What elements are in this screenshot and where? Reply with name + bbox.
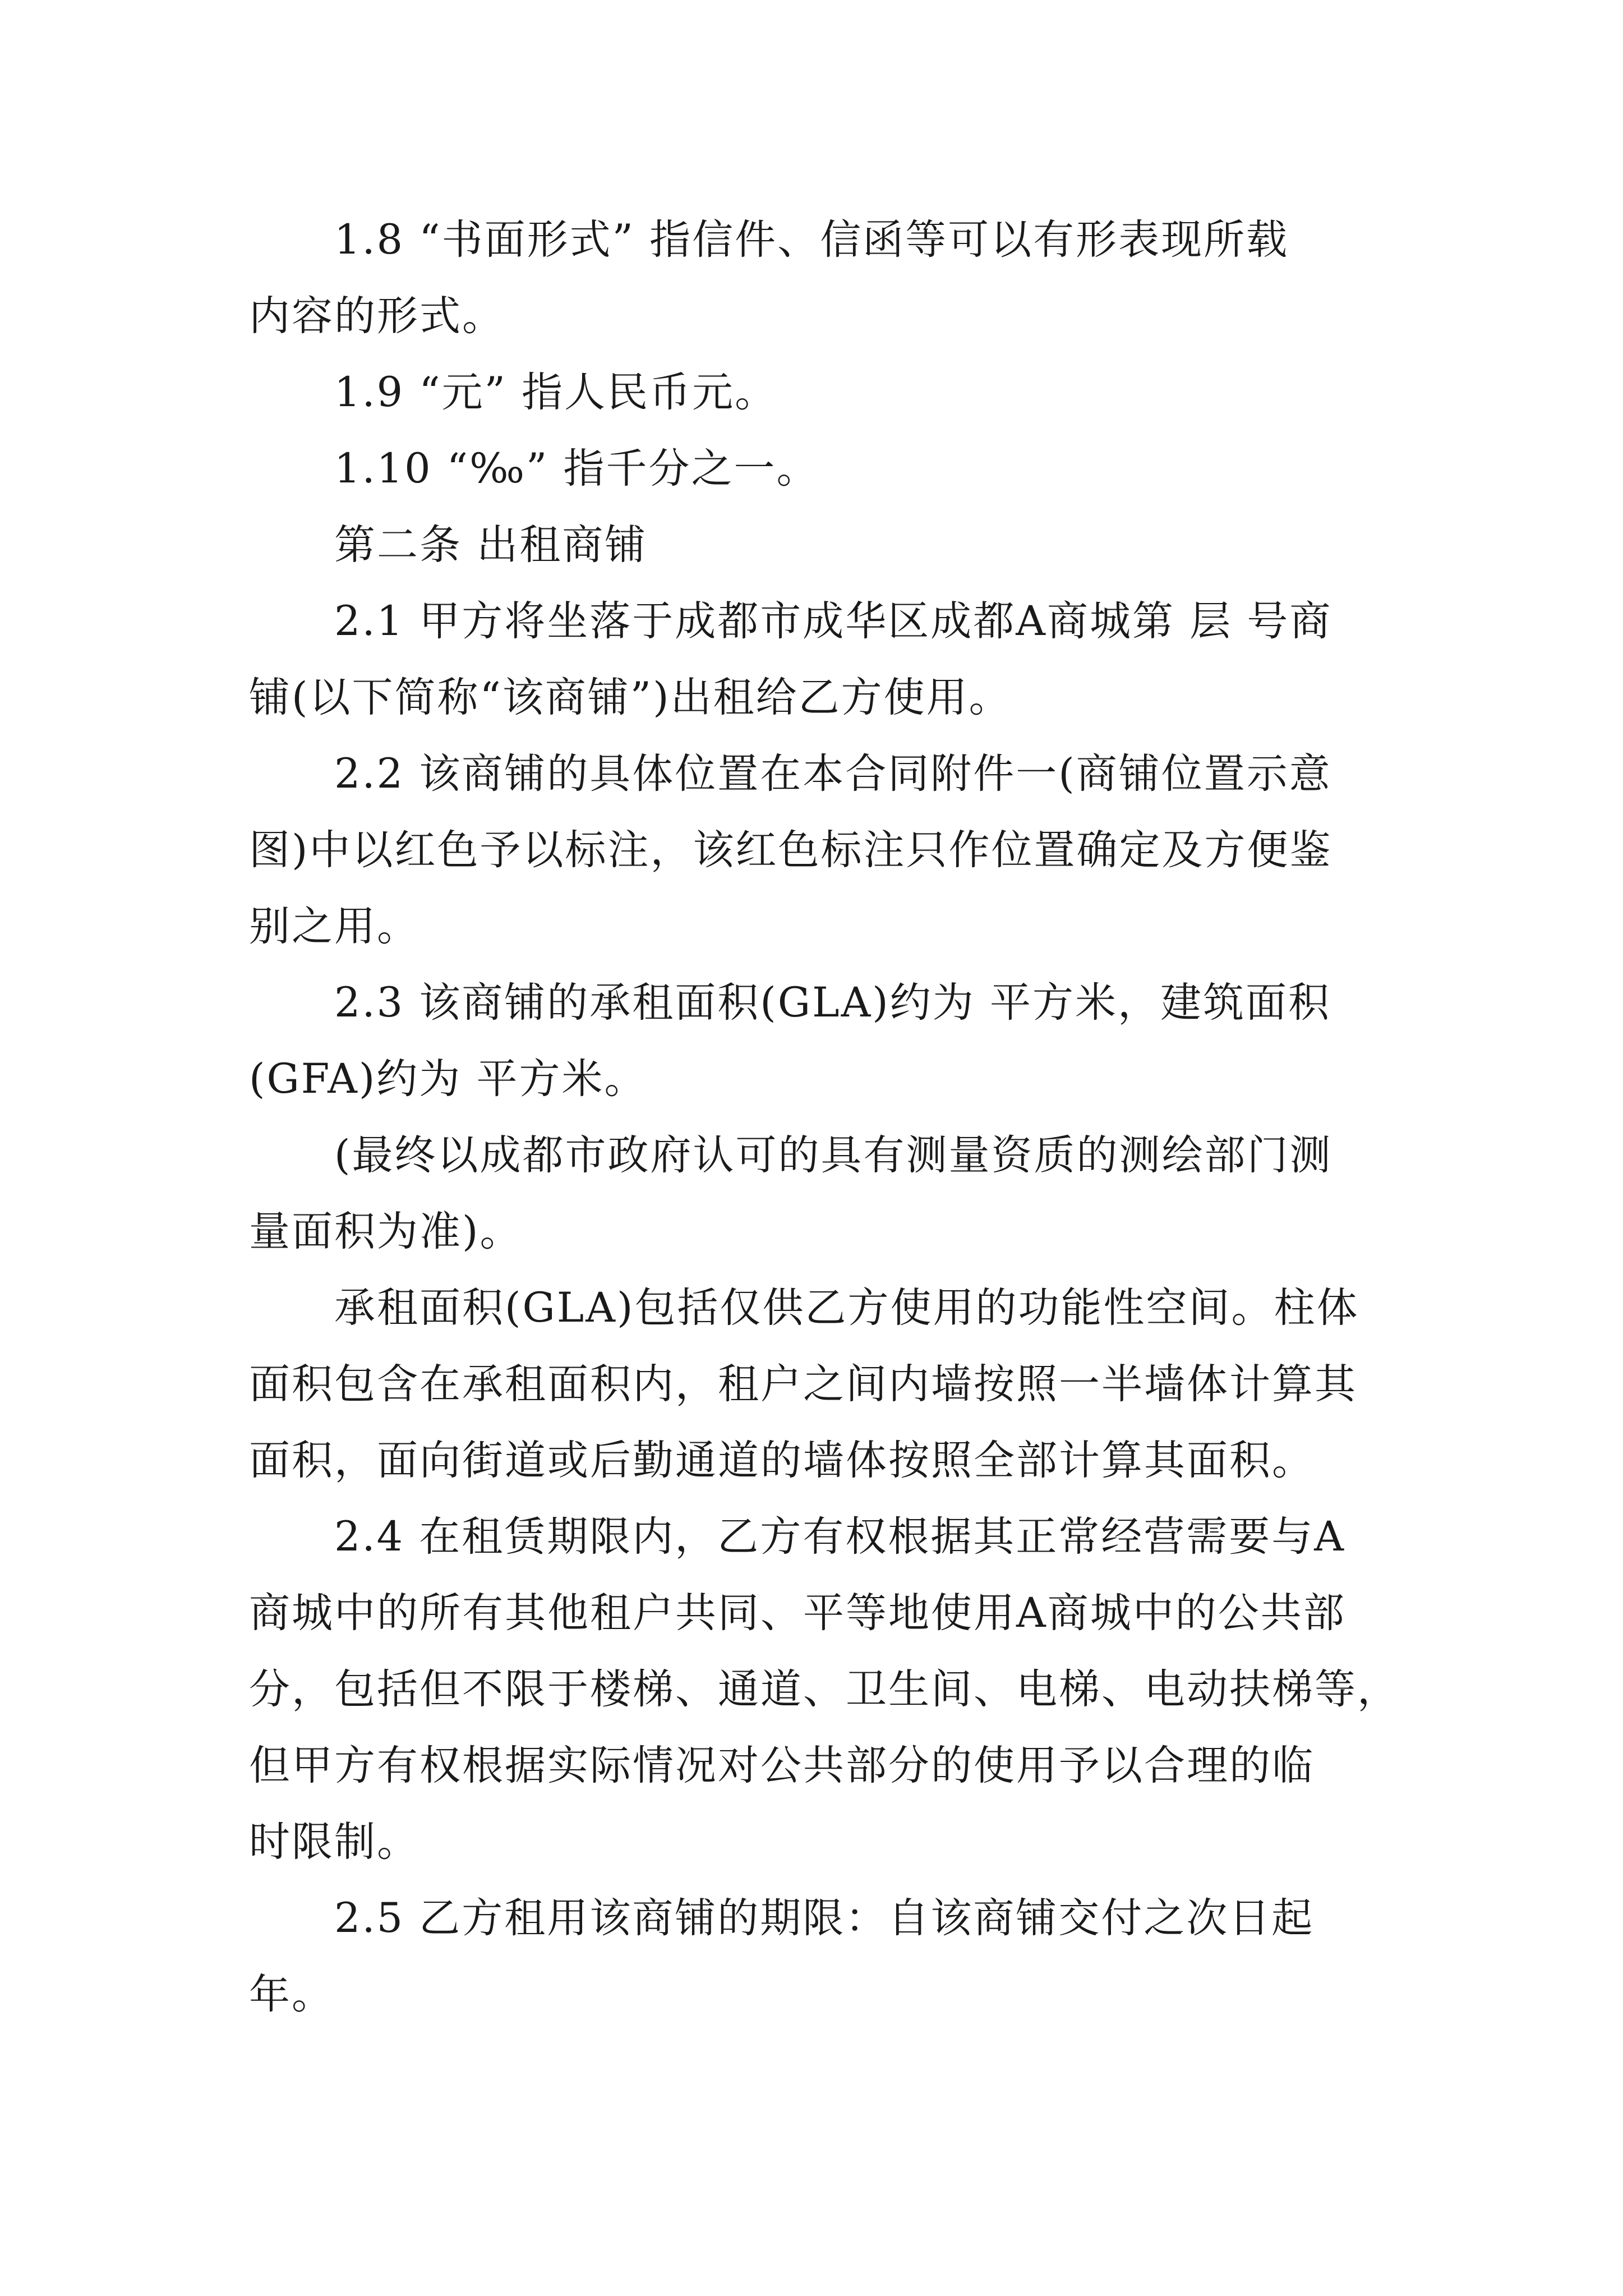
document-line: 分，包括但不限于楼梯、通道、卫生间、电梯、电动扶梯等， xyxy=(249,1665,1400,1713)
document-line: 商城中的所有其他租户共同、平等地使用A商城中的公共部 xyxy=(249,1589,1346,1637)
document-line: 2.1 甲方将坐落于成都市成华区成都A商城第 层 号商 xyxy=(334,597,1332,645)
document-line: 年。 xyxy=(249,1971,334,2018)
document-line: 承租面积(GLA)包括仅供乙方使用的功能性空间。柱体 xyxy=(334,1284,1359,1332)
document-line: 1.10 “‰” 指千分之一。 xyxy=(334,445,819,493)
document-line: 面积，面向街道或后勤通道的墙体按照全部计算其面积。 xyxy=(249,1437,1315,1484)
document-line: 2.2 该商铺的具体位置在本合同附件一(商铺位置示意 xyxy=(334,750,1332,798)
document-line: 第二条 出租商铺 xyxy=(334,521,648,569)
document-line: 2.4 在租赁期限内，乙方有权根据其正常经营需要与A xyxy=(334,1513,1346,1561)
document-line: 图)中以红色予以标注，该红色标注只作位置确定及方便鉴 xyxy=(249,826,1332,874)
document-line: 但甲方有权根据实际情况对公共部分的使用予以合理的临 xyxy=(249,1742,1315,1789)
document-line: 2.5 乙方租用该商铺的期限：自该商铺交付之次日起 xyxy=(334,1894,1315,1942)
document-line: (最终以成都市政府认可的具有测量资质的测绘部门测 xyxy=(334,1131,1332,1179)
document-line: 1.8 “书面形式” 指信件、信函等可以有形表现所载 xyxy=(334,216,1289,264)
document-line: 时限制。 xyxy=(249,1818,419,1866)
document-line: 别之用。 xyxy=(249,903,419,950)
document-line: 量面积为准)。 xyxy=(249,1208,523,1255)
document-line: (GFA)约为 平方米。 xyxy=(249,1055,647,1103)
document-line: 铺(以下简称“该商铺”)出租给乙方使用。 xyxy=(249,674,1012,721)
document-line: 2.3 该商铺的承租面积(GLA)约为 平方米，建筑面积 xyxy=(334,979,1331,1027)
document-line: 1.9 “元” 指人民币元。 xyxy=(334,369,778,416)
document-line: 内容的形式。 xyxy=(249,292,505,340)
document-body xyxy=(249,202,1400,2033)
document-line: 面积包含在承租面积内，租户之间内墙按照一半墙体计算其 xyxy=(249,1360,1357,1408)
